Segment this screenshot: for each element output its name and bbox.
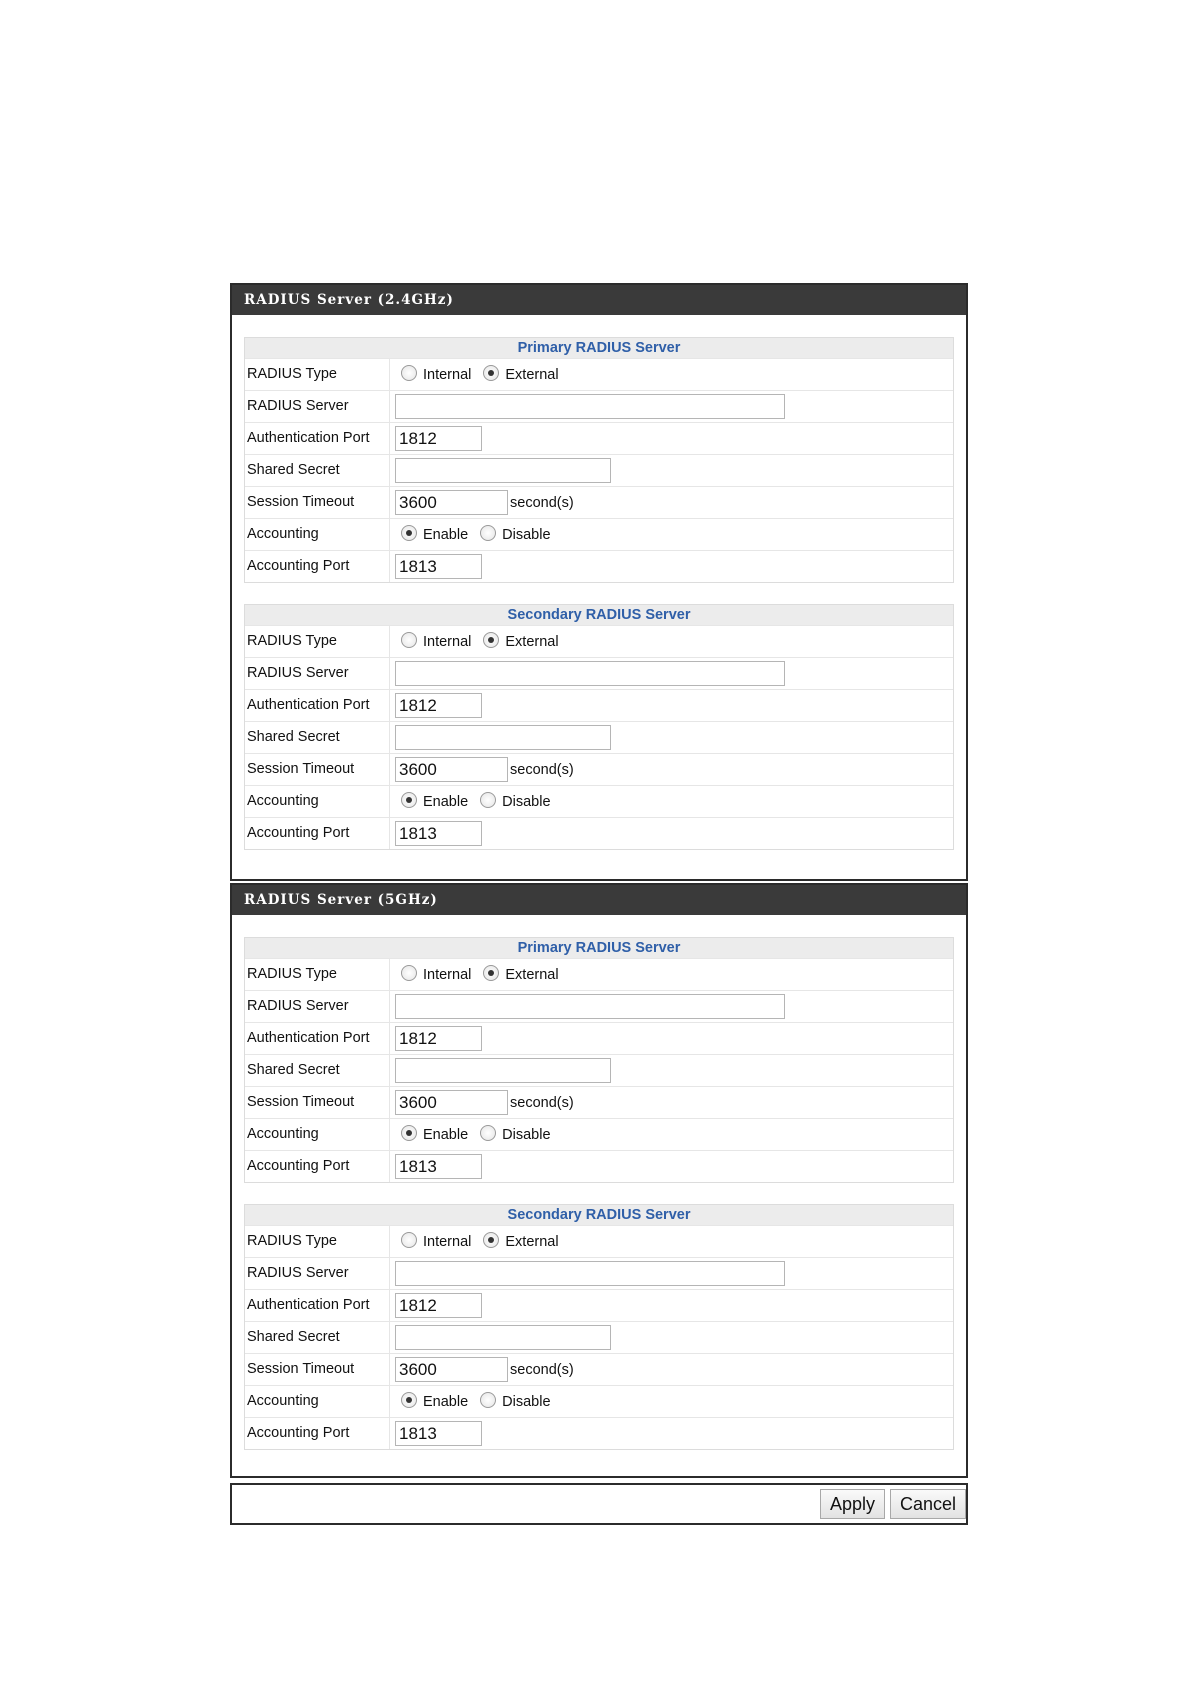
form-row-accounting-port — [245, 1150, 953, 1182]
form-row-session-timeout — [245, 753, 953, 785]
form-row-radius-type — [245, 1225, 953, 1257]
form-row-radius-server — [245, 390, 953, 422]
shared-secret-value — [390, 455, 953, 486]
primary-radius-section — [244, 337, 954, 583]
radius-server-input[interactable] — [395, 661, 785, 686]
radius-server-value — [390, 658, 953, 689]
accounting-port-value — [390, 1151, 953, 1182]
radius-type-radio-internal[interactable] — [401, 965, 417, 981]
radius-server-input[interactable] — [395, 994, 785, 1019]
radius-type-radio-external[interactable] — [483, 965, 499, 981]
session-timeout-unit: second(s) — [510, 761, 574, 778]
radius-server-value — [390, 391, 953, 422]
radius-type-radio-internal[interactable] — [401, 632, 417, 648]
form-row-radius-server — [245, 1257, 953, 1289]
accounting-port-label: Accounting Port — [245, 1151, 390, 1182]
apply-button[interactable]: Apply — [820, 1489, 885, 1519]
section-title: Secondary RADIUS Server — [245, 605, 953, 625]
accounting-value — [390, 519, 953, 550]
radius-server-value — [390, 991, 953, 1022]
radius-type-radio-external[interactable] — [483, 365, 499, 381]
session-timeout-unit: second(s) — [510, 1361, 574, 1378]
session-timeout-input[interactable] — [395, 490, 508, 515]
accounting-label: Accounting — [245, 786, 390, 817]
form-row-accounting-port — [245, 817, 953, 849]
accounting-port-label: Accounting Port — [245, 551, 390, 582]
secondary-radius-section — [244, 604, 954, 850]
radius-type-label-external: External — [505, 1233, 559, 1250]
session-timeout-value — [390, 1087, 953, 1118]
session-timeout-label: Session Timeout — [245, 754, 390, 785]
auth-port-input[interactable] — [395, 693, 482, 718]
form-row-radius-type — [245, 625, 953, 657]
accounting-value — [390, 1386, 953, 1417]
form-row-auth-port — [245, 689, 953, 721]
accounting-label-enable: Enable — [423, 1393, 469, 1410]
form-row-session-timeout — [245, 486, 953, 518]
form-row-session-timeout — [245, 1353, 953, 1385]
accounting-port-value — [390, 551, 953, 582]
auth-port-value — [390, 1290, 953, 1321]
form-row-accounting — [245, 785, 953, 817]
radius-type-label: RADIUS Type — [245, 359, 390, 390]
radius-type-radio-internal[interactable] — [401, 1232, 417, 1248]
accounting-radio-disable[interactable] — [480, 792, 496, 808]
shared-secret-input[interactable] — [395, 1325, 611, 1350]
radius-type-value — [390, 359, 953, 390]
form-row-shared-secret — [245, 721, 953, 753]
form-row-accounting-port — [245, 550, 953, 582]
radius-type-radio-external[interactable] — [483, 632, 499, 648]
form-row-session-timeout — [245, 1086, 953, 1118]
shared-secret-label: Shared Secret — [245, 455, 390, 486]
form-row-shared-secret — [245, 454, 953, 486]
form-row-accounting — [245, 1385, 953, 1417]
auth-port-input[interactable] — [395, 1026, 482, 1051]
section-title: Primary RADIUS Server — [245, 338, 953, 358]
session-timeout-value — [390, 487, 953, 518]
form-row-auth-port — [245, 1289, 953, 1321]
shared-secret-label: Shared Secret — [245, 1055, 390, 1086]
radius-type-value — [390, 626, 953, 657]
shared-secret-input[interactable] — [395, 725, 611, 750]
accounting-port-label: Accounting Port — [245, 1418, 390, 1449]
radius-server-input[interactable] — [395, 394, 785, 419]
auth-port-label: Authentication Port — [245, 423, 390, 454]
accounting-value — [390, 786, 953, 817]
radius-server-label: RADIUS Server — [245, 658, 390, 689]
accounting-value — [390, 1119, 953, 1150]
radius-type-label: RADIUS Type — [245, 1226, 390, 1257]
accounting-radio-enable[interactable] — [401, 525, 417, 541]
accounting-label-enable: Enable — [423, 793, 469, 810]
section-title: Secondary RADIUS Server — [245, 1205, 953, 1225]
cancel-button[interactable]: Cancel — [890, 1489, 966, 1519]
section-title: Primary RADIUS Server — [245, 938, 953, 958]
radius-type-radio-external[interactable] — [483, 1232, 499, 1248]
radius-type-value — [390, 959, 953, 990]
accounting-port-input[interactable] — [395, 821, 482, 846]
auth-port-label: Authentication Port — [245, 690, 390, 721]
radius-type-value — [390, 1226, 953, 1257]
auth-port-value — [390, 423, 953, 454]
primary-radius-section — [244, 937, 954, 1183]
form-row-accounting — [245, 518, 953, 550]
radius-type-label-external: External — [505, 366, 559, 383]
accounting-port-input[interactable] — [395, 1421, 482, 1446]
session-timeout-label: Session Timeout — [245, 1354, 390, 1385]
accounting-label: Accounting — [245, 1386, 390, 1417]
panel-body — [232, 315, 966, 850]
radius-type-label-external: External — [505, 633, 559, 650]
radius-type-label-external: External — [505, 966, 559, 983]
accounting-label-enable: Enable — [423, 1126, 469, 1143]
form-row-radius-server — [245, 657, 953, 689]
accounting-port-value — [390, 1418, 953, 1449]
radius-type-label-internal: Internal — [423, 366, 472, 383]
radius-server-label: RADIUS Server — [245, 391, 390, 422]
accounting-label-disable: Disable — [502, 1126, 551, 1143]
shared-secret-input[interactable] — [395, 1058, 611, 1083]
form-row-accounting — [245, 1118, 953, 1150]
accounting-port-input[interactable] — [395, 554, 482, 579]
shared-secret-value — [390, 1055, 953, 1086]
radius-type-label: RADIUS Type — [245, 626, 390, 657]
accounting-label: Accounting — [245, 1119, 390, 1150]
session-timeout-input[interactable] — [395, 757, 508, 782]
auth-port-value — [390, 690, 953, 721]
panel-body — [232, 915, 966, 1450]
form-row-radius-server — [245, 990, 953, 1022]
form-row-shared-secret — [245, 1054, 953, 1086]
radius-type-radio-internal[interactable] — [401, 365, 417, 381]
radius-panel-5ghz — [230, 883, 968, 1478]
form-row-shared-secret — [245, 1321, 953, 1353]
accounting-radio-enable[interactable] — [401, 792, 417, 808]
shared-secret-label: Shared Secret — [245, 1322, 390, 1353]
accounting-label-enable: Enable — [423, 526, 469, 543]
accounting-port-value — [390, 818, 953, 849]
accounting-radio-enable[interactable] — [401, 1125, 417, 1141]
session-timeout-label: Session Timeout — [245, 487, 390, 518]
accounting-radio-enable[interactable] — [401, 1392, 417, 1408]
shared-secret-value — [390, 722, 953, 753]
radius-server-label: RADIUS Server — [245, 1258, 390, 1289]
session-timeout-label: Session Timeout — [245, 1087, 390, 1118]
session-timeout-value — [390, 1354, 953, 1385]
form-row-auth-port — [245, 1022, 953, 1054]
accounting-label-disable: Disable — [502, 526, 551, 543]
form-row-auth-port — [245, 422, 953, 454]
accounting-label-disable: Disable — [502, 1393, 551, 1410]
shared-secret-value — [390, 1322, 953, 1353]
form-row-radius-type — [245, 358, 953, 390]
accounting-label-disable: Disable — [502, 793, 551, 810]
auth-port-input[interactable] — [395, 426, 482, 451]
accounting-port-label: Accounting Port — [245, 818, 390, 849]
shared-secret-input[interactable] — [395, 458, 611, 483]
panel-title: RADIUS Server (5GHz) — [232, 885, 966, 915]
form-row-accounting-port — [245, 1417, 953, 1449]
radius-type-label: RADIUS Type — [245, 959, 390, 990]
radius-type-label-internal: Internal — [423, 633, 472, 650]
auth-port-label: Authentication Port — [245, 1023, 390, 1054]
accounting-radio-disable[interactable] — [480, 525, 496, 541]
auth-port-input[interactable] — [395, 1293, 482, 1318]
radius-server-input[interactable] — [395, 1261, 785, 1286]
accounting-port-input[interactable] — [395, 1154, 482, 1179]
auth-port-label: Authentication Port — [245, 1290, 390, 1321]
secondary-radius-section — [244, 1204, 954, 1450]
action-bar — [230, 1483, 968, 1525]
auth-port-value — [390, 1023, 953, 1054]
radius-server-value — [390, 1258, 953, 1289]
radius-panel-2-4ghz — [230, 283, 968, 881]
session-timeout-value — [390, 754, 953, 785]
radius-type-label-internal: Internal — [423, 1233, 472, 1250]
session-timeout-input[interactable] — [395, 1090, 508, 1115]
form-row-radius-type — [245, 958, 953, 990]
shared-secret-label: Shared Secret — [245, 722, 390, 753]
accounting-radio-disable[interactable] — [480, 1392, 496, 1408]
accounting-radio-disable[interactable] — [480, 1125, 496, 1141]
panel-title: RADIUS Server (2.4GHz) — [232, 285, 966, 315]
session-timeout-unit: second(s) — [510, 1094, 574, 1111]
radius-server-label: RADIUS Server — [245, 991, 390, 1022]
radius-type-label-internal: Internal — [423, 966, 472, 983]
session-timeout-input[interactable] — [395, 1357, 508, 1382]
accounting-label: Accounting — [245, 519, 390, 550]
session-timeout-unit: second(s) — [510, 494, 574, 511]
